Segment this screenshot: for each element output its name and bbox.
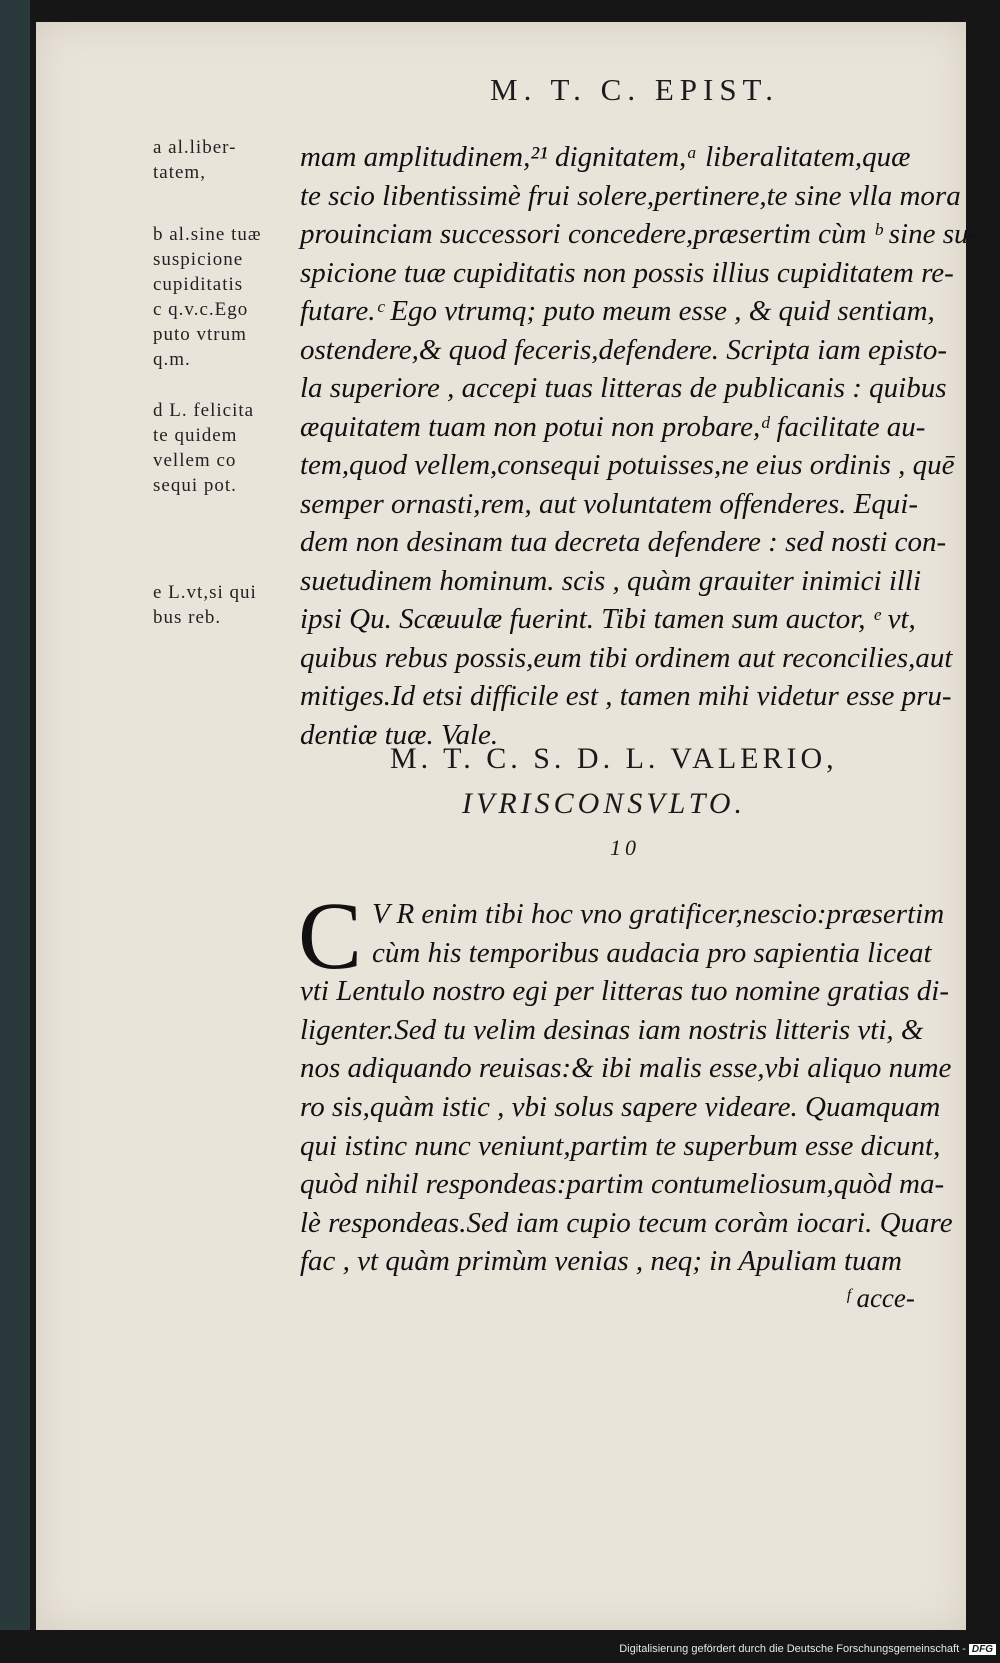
body-line: æquitatem tuam non potui non probare,ᵈ facilitate au-	[300, 410, 926, 443]
body-line: ostendere,& quod feceris,defendere. Scripta iam episto-	[300, 333, 947, 366]
body-line: spicione tuæ cupiditatis non possis illius cupiditatem re-	[300, 256, 954, 289]
body-line: dem non desinam tua decreta defendere : sed nosti con-	[300, 526, 947, 558]
body-line: tem,quod vellem,consequi potuisses,ne eius ordinis , quē	[300, 449, 955, 481]
body-line: futare.ᶜ Ego vtrumq; puto meum esse , & quid sentiam,	[300, 295, 935, 327]
letter-line: nos adiquando reuisas:& ibi malis esse,vbi aliquo nume	[300, 1052, 952, 1085]
letter-number: 10	[610, 835, 640, 860]
margin-note-e: e L.vt,si qui bus reb.	[153, 582, 257, 628]
letter-line: cùm his temporibus audacia pro sapientia liceat	[372, 936, 932, 969]
letter-line: qui istinc nunc veniunt,partim te superbum esse dicunt,	[300, 1129, 941, 1162]
drop-cap: C	[298, 882, 363, 989]
letter-line: vti Lentulo nostro egi per litteras tuo nomine gratias di-	[300, 975, 949, 1008]
body-line: suetudinem hominum. scis , quàm grauiter inimici illi	[300, 564, 922, 597]
catchword: ᶠ acce-	[845, 1283, 915, 1313]
letter-title: M. T. C. S. D. L. VALERIO,	[390, 742, 838, 775]
body-line: prouinciam successori concedere,præsertim cùm ᵇ sine su-	[300, 218, 979, 250]
letter-line: V R enim tibi hoc vno gratificer,nescio:præsertim	[372, 898, 945, 930]
letter-line: ligenter.Sed tu velim desinas iam nostris litteris vti, &	[300, 1013, 924, 1046]
running-header: M. T. C. EPIST.	[490, 72, 779, 107]
letter-line: lè respondeas.Sed iam cupio tecum coràm iocari. Quare	[300, 1206, 953, 1239]
margin-note-a: a al.liber- tatem,	[153, 137, 237, 183]
digitization-credit	[619, 1643, 996, 1655]
body-line: mitiges.Id etsi difficile est , tamen mihi videtur esse pru-	[300, 680, 952, 712]
body-line: ipsi Qu. Scæuulæ fuerint. Tibi tamen sum auctor, ᵉ vt,	[300, 603, 916, 635]
body-line: quibus rebus possis,eum tibi ordinem aut reconcilies,aut	[300, 641, 953, 674]
body-line: te scio libentissimè frui solere,pertinere,te sine vlla mora	[300, 179, 961, 212]
letter-line: ro sis,quàm istic , vbi solus sapere videare. Quamquam	[300, 1091, 941, 1123]
body-line: dentiæ tuæ. Vale.	[300, 718, 499, 751]
letter-line: quòd nihil respondeas:partim contumeliosum,quòd ma-	[300, 1168, 945, 1201]
letter-line: fac , vt quàm primùm venias , neq; in Apuliam tuam	[300, 1245, 902, 1278]
letter-addressee: IVRISCONSVLTO.	[462, 787, 747, 820]
body-line: la superiore , accepi tuas litteras de publicanis : quibus	[300, 372, 947, 404]
credit-text: Digitalisierung gefördert durch die Deutsche Forschungsgemeinschaft -	[619, 1643, 966, 1655]
body-line: mam amplitudinem,²¹ dignitatem,ᵃ liberalitatem,quæ	[300, 141, 911, 173]
margin-note-b: b al.sine tuæ suspicione cupiditatis c q.v.c.Ego puto vtrum q.m.	[153, 224, 262, 370]
body-line: semper ornasti,rem, aut voluntatem offenderes. Equi-	[300, 487, 919, 520]
dfg-logo: DFG	[969, 1644, 996, 1655]
book-edge	[0, 0, 30, 1630]
margin-note-d: d L. felicita te quidem vellem co sequi pot.	[153, 400, 255, 496]
